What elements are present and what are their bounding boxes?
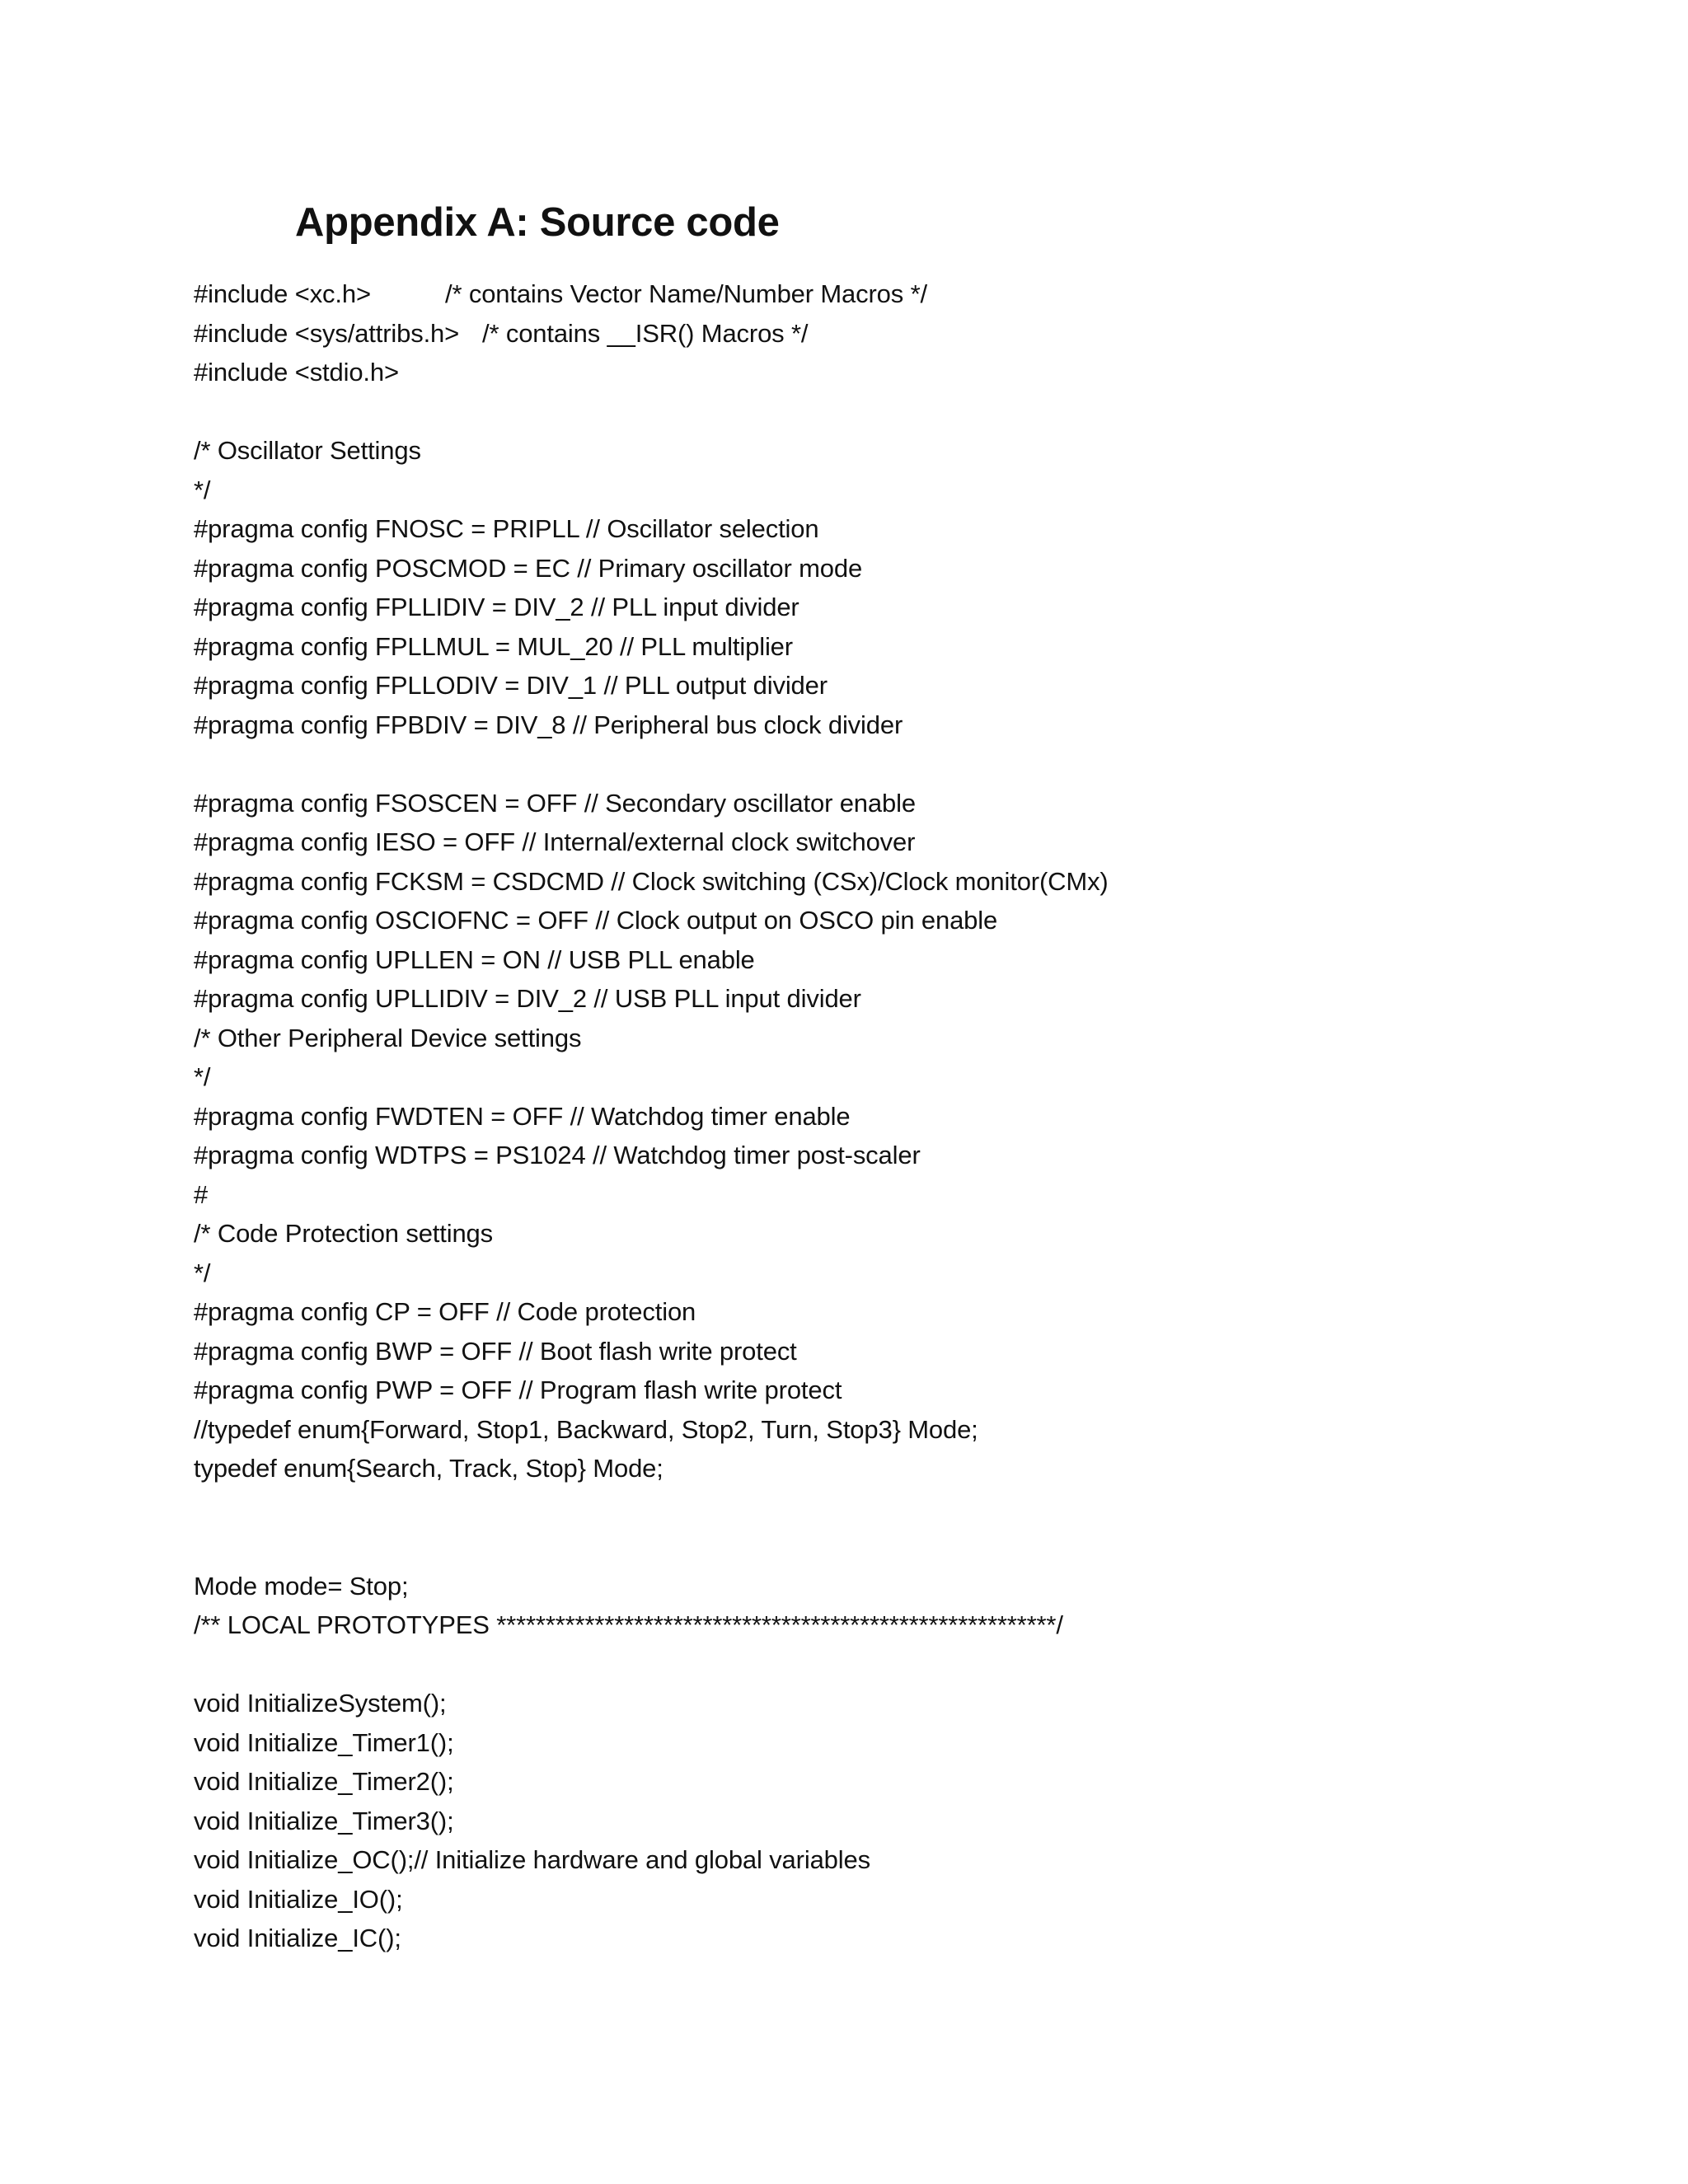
blank-line <box>194 744 1595 784</box>
code-line: //typedef enum{Forward, Stop1, Backward, Stop2, Turn, Stop3} Mode; <box>194 1414 978 1444</box>
code-line: void Initialize_Timer1(); <box>194 1727 454 1757</box>
blank-line <box>194 1488 1595 1528</box>
code-line: */ <box>194 475 211 504</box>
code-line: #pragma config FNOSC = PRIPLL // Oscillator selection <box>194 514 819 543</box>
code-line: /* Code Protection settings <box>194 1219 493 1248</box>
blank-line <box>194 1645 1595 1685</box>
include-comment: /* contains __ISR() Macros */ <box>482 318 809 348</box>
include-directive: #include <xc.h> <box>194 279 371 308</box>
code-lines <box>194 392 1595 1958</box>
code-line: #pragma config FPLLODIV = DIV_1 // PLL output divider <box>194 671 828 700</box>
include-line <box>194 314 1595 354</box>
code-line: #pragma config PWP = OFF // Program flash write protect <box>194 1376 842 1404</box>
code-line: #pragma config FPBDIV = DIV_8 // Peripheral bus clock divider <box>194 710 903 739</box>
code-line: /* Other Peripheral Device settings <box>194 1023 582 1052</box>
code-line: /* Oscillator Settings <box>194 436 421 465</box>
code-line: #pragma config IESO = OFF // Internal/external clock switchover <box>194 827 916 856</box>
code-line: void Initialize_Timer3(); <box>194 1806 454 1835</box>
code-line: /** LOCAL PROTOTYPES *********************************************************/ <box>194 1610 1063 1639</box>
include-directive: #include <stdio.h> <box>194 358 399 387</box>
include-directive: #include <sys/attribs.h> <box>194 318 460 348</box>
code-line: */ <box>194 1258 211 1287</box>
code-line: void Initialize_IC(); <box>194 1924 401 1952</box>
source-code-block <box>194 274 1595 1958</box>
code-line: #pragma config FWDTEN = OFF // Watchdog timer enable <box>194 1101 851 1131</box>
code-line: void InitializeSystem(); <box>194 1689 447 1718</box>
blank-line <box>194 392 1595 432</box>
code-line: #pragma config FCKSM = CSDCMD // Clock switching (CSx)/Clock monitor(CMx) <box>194 866 1109 896</box>
code-line: */ <box>194 1062 211 1091</box>
code-line: #pragma config FPLLMUL = MUL_20 // PLL multiplier <box>194 631 793 661</box>
appendix-heading: Appendix A: Source code <box>295 200 780 245</box>
blank-line <box>194 1527 1595 1567</box>
code-line: void Initialize_OC();// Initialize hardware and global variables <box>194 1845 870 1874</box>
code-line: void Initialize_Timer2(); <box>194 1767 454 1796</box>
include-line <box>194 353 1595 392</box>
code-line: #pragma config OSCIOFNC = OFF // Clock output on OSCO pin enable <box>194 906 998 935</box>
code-line: #pragma config WDTPS = PS1024 // Watchdog timer post-scaler <box>194 1141 921 1169</box>
code-line: #pragma config UPLLEN = ON // USB PLL enable <box>194 944 755 974</box>
code-line: void Initialize_IO(); <box>194 1884 403 1914</box>
code-line: #pragma config CP = OFF // Code protection <box>194 1297 696 1326</box>
code-line: #pragma config BWP = OFF // Boot flash write protect <box>194 1336 797 1366</box>
include-comment: /* contains Vector Name/Number Macros */ <box>445 279 927 308</box>
code-line: Mode mode= Stop; <box>194 1571 409 1601</box>
code-line: #pragma config POSCMOD = EC // Primary oscillator mode <box>194 553 863 583</box>
code-line: #pragma config UPLLIDIV = DIV_2 // USB PLL input divider <box>194 984 861 1013</box>
code-line: #pragma config FSOSCEN = OFF // Secondary oscillator enable <box>194 788 916 818</box>
include-line <box>194 274 1595 314</box>
code-line: #pragma config FPLLIDIV = DIV_2 // PLL input divider <box>194 593 799 621</box>
code-line: typedef enum{Search, Track, Stop} Mode; <box>194 1454 663 1483</box>
code-line: # <box>194 1179 209 1209</box>
